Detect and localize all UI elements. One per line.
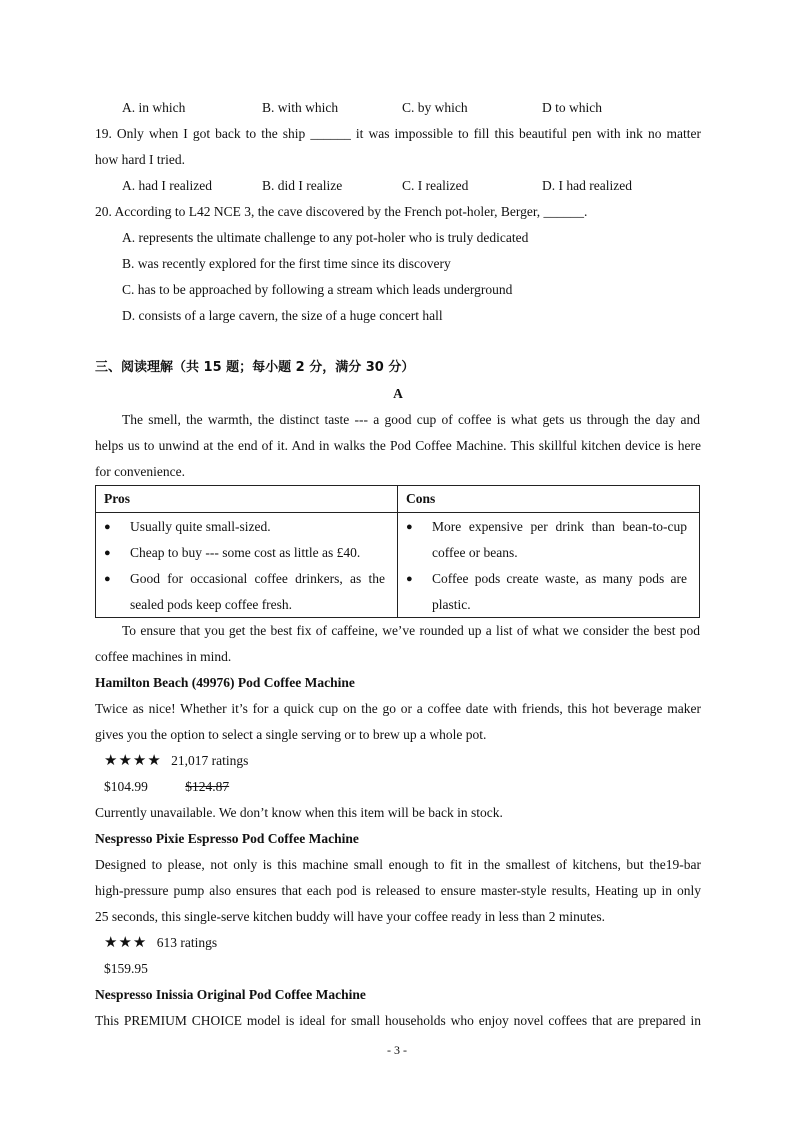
product-desc-line: This PREMIUM CHOICE model is ideal for small households who enjoy novel coffees that are prepared in — [95, 1013, 701, 1028]
rating-stars-icon: ★★★★ — [104, 753, 162, 769]
page-number: - 3 - — [387, 1043, 407, 1057]
section-title: 三、阅读理解（共 15 题；每小题 2 分，满分 30 分） — [95, 360, 415, 375]
after-table-line-2: coffee machines in mind. — [95, 649, 232, 664]
product-price — [104, 778, 710, 796]
rating-stars-icon: ★★★ — [104, 935, 148, 951]
ratings-count: 613 ratings — [156, 935, 218, 950]
q18-option-c: C. by which — [402, 100, 468, 115]
old-price: $124.87 — [185, 779, 230, 794]
q20-stem: 20. According to L42 NCE 3, the cave discovered by the French pot-holer, Berger, ______. — [95, 204, 588, 219]
intro-line-2: helps us to unwind at the end of it. And in walks the Pod Coffee Machine. This skillful kitchen device is here — [95, 438, 701, 453]
intro-line-3: for convenience. — [95, 464, 185, 479]
bullet-icon: ● — [104, 547, 111, 559]
ratings-count: 21,017 ratings — [171, 753, 249, 768]
after-table-line-1: To ensure that you get the best fix of caffeine, we’ve rounded up a list of what we consider the best pod — [122, 623, 700, 638]
product-desc-line: 25 seconds, this single-serve kitchen buddy will have your coffee ready in less than 2 minutes. — [95, 909, 606, 924]
pros-cons-table — [95, 485, 700, 618]
availability-note: Currently unavailable. We don’t know when this item will be back in stock. — [95, 805, 503, 820]
cons-header: Cons — [398, 486, 700, 513]
product-name: Hamilton Beach (49976) Pod Coffee Machine — [95, 675, 355, 690]
pros-text: Usually quite small-sized. — [130, 519, 271, 534]
q19-option-c: C. I realized — [402, 178, 469, 193]
q18-option-b: B. with which — [262, 100, 339, 115]
product-desc-line: Twice as nice! Whether it’s for a quick cup on the go or a coffee date with friends, this hot beverage maker — [95, 701, 701, 716]
product-price — [104, 960, 710, 978]
intro-line-1: The smell, the warmth, the distinct taste --- a good cup of coffee is what gets us through the day and — [122, 412, 700, 427]
q20-option-c: C. has to be approached by following a stream which leads underground — [122, 282, 513, 297]
product-desc-line: gives you the option to select a single serving or to brew up a whole pot. — [95, 727, 487, 742]
bullet-icon: ● — [406, 573, 413, 585]
pros-header: Pros — [96, 486, 398, 513]
passage-label: A — [393, 386, 403, 401]
pros-cell — [96, 513, 398, 618]
pros-text: Good for occasional coffee drinkers, as the — [130, 571, 385, 586]
product-rating — [104, 934, 710, 952]
product-name: Nespresso Pixie Espresso Pod Coffee Machine — [95, 831, 359, 846]
q20-option-b: B. was recently explored for the first time since its discovery — [122, 256, 451, 271]
pros-item — [96, 570, 391, 588]
q19-stem-line-2: how hard I tried. — [95, 152, 185, 167]
product-rating — [104, 752, 710, 770]
pros-item-continued — [96, 596, 391, 614]
pros-text: Cheap to buy --- some cost as little as £40. — [130, 545, 361, 560]
product-desc-line: Designed to please, not only is this machine small enough to fit in the smallest of kitchens, but the19-bar — [95, 857, 701, 872]
current-price: $159.95 — [104, 961, 148, 976]
cons-text: Coffee pods create waste, as many pods are — [432, 571, 687, 586]
q18-option-d: D to which — [542, 100, 602, 115]
q19-stem-line-1: 19. Only when I got back to the ship ______ it was impossible to fill this beautiful pen with ink no matter — [95, 126, 701, 141]
pros-text: sealed pods keep coffee fresh. — [130, 597, 293, 612]
product-name: Nespresso Inissia Original Pod Coffee Machine — [95, 987, 366, 1002]
cons-item-continued — [398, 596, 693, 614]
pros-item — [96, 518, 391, 536]
q18-option-a: A. in which — [122, 100, 186, 115]
pros-item — [96, 544, 391, 562]
cons-text: plastic. — [432, 597, 471, 612]
q19-option-b: B. did I realize — [262, 178, 343, 193]
cons-item — [398, 518, 693, 536]
cons-cell — [398, 513, 700, 618]
bullet-icon: ● — [104, 573, 111, 585]
cons-text: coffee or beans. — [432, 545, 518, 560]
bullet-icon: ● — [104, 521, 111, 533]
q20-option-a: A. represents the ultimate challenge to any pot-holer who is truly dedicated — [122, 230, 529, 245]
current-price: $104.99 — [104, 779, 148, 794]
product-desc-line: high-pressure pump also ensures that each pod is released to ensure master-style results, Heating up in only — [95, 883, 701, 898]
cons-item — [398, 570, 693, 588]
cons-item-continued — [398, 544, 693, 562]
q20-option-d: D. consists of a large cavern, the size of a huge concert hall — [122, 308, 443, 323]
bullet-icon: ● — [406, 521, 413, 533]
cons-text: More expensive per drink than bean-to-cup — [432, 519, 687, 534]
q19-option-a: A. had I realized — [122, 178, 212, 193]
q19-option-d: D. I had realized — [542, 178, 632, 193]
